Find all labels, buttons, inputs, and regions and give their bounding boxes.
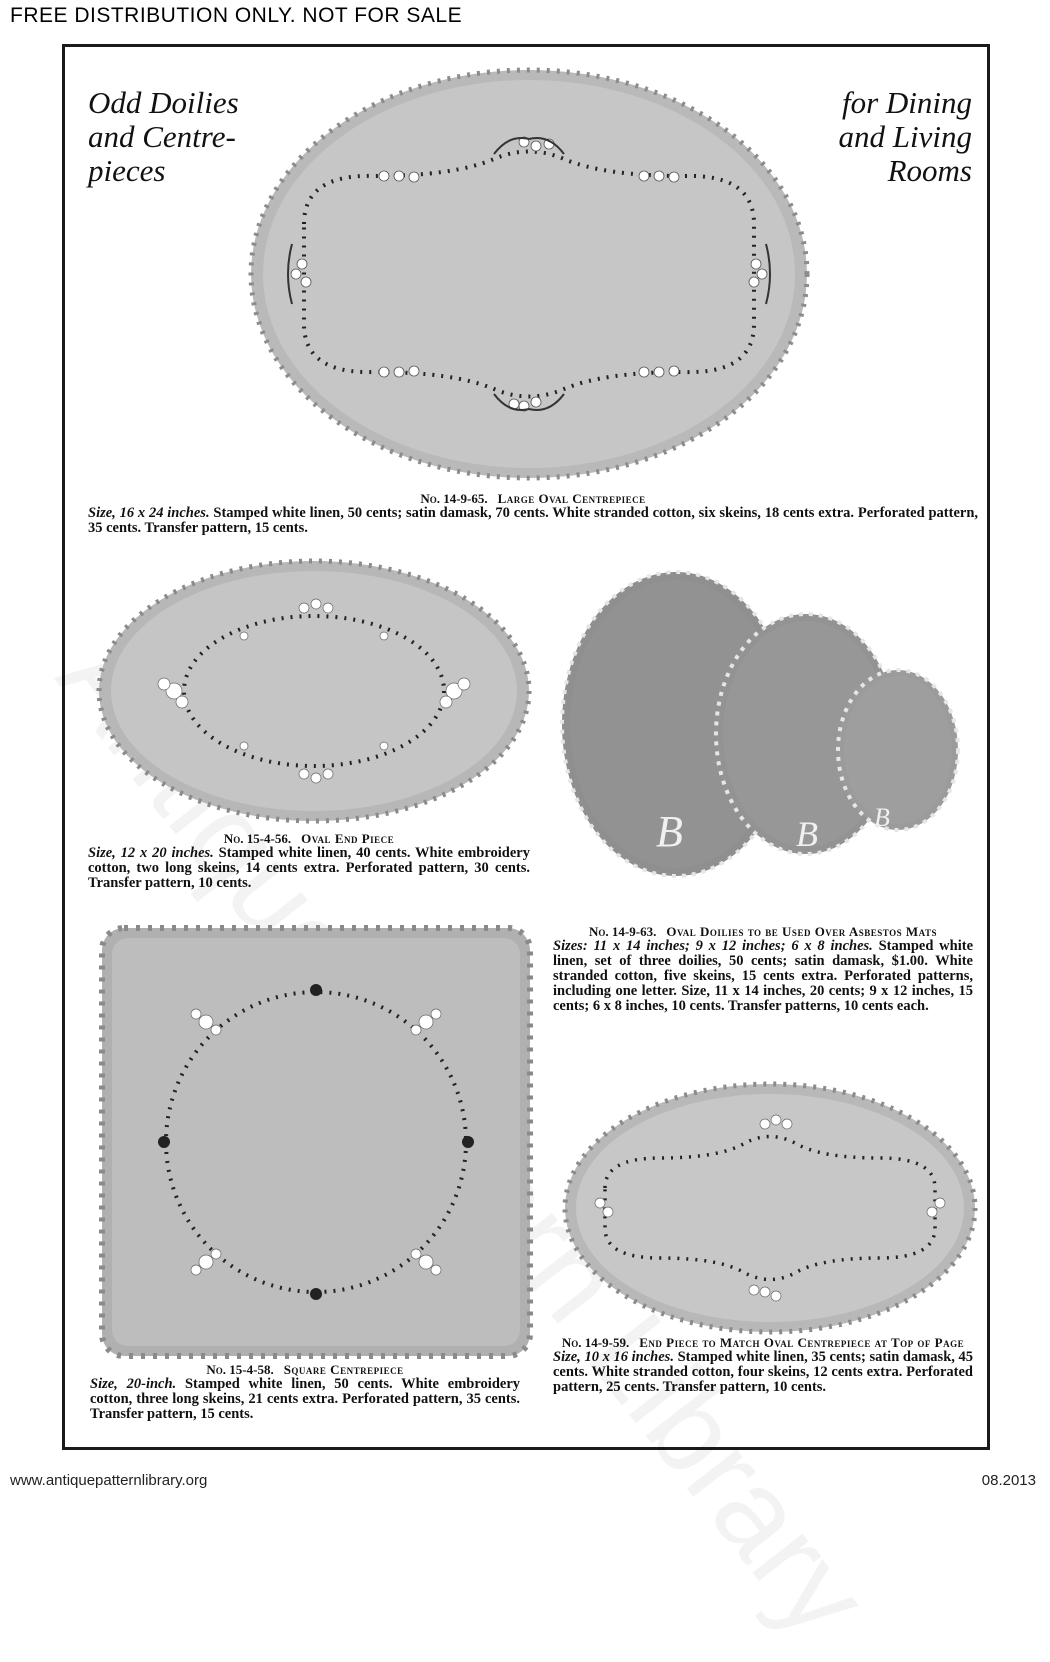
heading-right-line: for Dining [841,85,972,120]
caption-body [553,939,973,1014]
size-label: Size, [553,1349,581,1365]
caption-title [553,924,973,939]
heading-right-line: and Living [838,119,972,154]
item-title: End Piece to Match Oval Centrepiece at Top of Page [639,1335,965,1350]
item-number: No. 15-4-56. [223,831,292,846]
size-value: 10 x 16 inches. [584,1349,674,1365]
square-centrepiece-illustration [96,922,536,1362]
caption-body [90,1377,520,1422]
oval-end-piece-illustration [94,556,534,826]
heading-left-line: Odd Doilies [88,85,239,120]
item-title: Oval End Piece [301,831,395,846]
caption-oval-doilies [553,924,973,1014]
item-number: No. 14-9-63. [589,924,657,939]
size-value: 12 x 20 inches. [120,845,214,861]
item-title: Square Centrepiece [283,1362,404,1377]
size-value: 16 x 24 inches. [119,505,210,521]
oval-doilies-set-illustration [556,564,976,904]
distribution-banner: FREE DISTRIBUTION ONLY. NOT FOR SALE [10,4,463,27]
monogram-small: B [874,803,890,832]
large-oval-centrepiece-illustration [244,64,814,484]
heading-right-line: Rooms [887,153,972,188]
caption-title [90,1362,520,1377]
item-number: No. 14-9-59. [561,1335,630,1350]
caption-body [88,846,530,891]
size-label: Size, [88,845,116,861]
caption-square-centrepiece [90,1362,520,1422]
caption-title [88,831,530,846]
caption-title [88,491,978,506]
item-description: Stamped white linen, 35 cents; satin damask, 45 cents. White stranded cotton, four skeins, 12 cents extra. Perforated pattern, 25 cents. Transfer pattern, 10 cents. [553,1349,974,1395]
item-number: No. 15-4-58. [206,1362,274,1377]
caption-oval-end-piece [88,831,530,891]
heading-right [839,86,972,188]
heading-left-line: and Centre- [88,119,236,154]
item-description: Stamped white linen, 40 cents. White embroidery cotton, two long skeins, 14 cents extra. Perforated pattern, 30 cents. Transfer pattern, 10 cents. [88,845,530,891]
footer-website: www.antiquepatternlibrary.org [10,1472,208,1489]
size-label: Size, [88,505,116,521]
monogram-large: B [656,807,683,856]
item-description: Stamped white linen, 50 cents. White embroidery cotton, three long skeins, 21 cents extra. Perforated pattern, 35 cents. Transfer pattern, 15 cents. [90,1376,521,1422]
item-title: Oval Doilies to be Used Over Asbestos Mats [666,924,937,939]
heading-left [88,86,239,188]
caption-body [88,506,978,536]
size-label: Size, [90,1376,118,1392]
size-value: 11 x 14 inches; 9 x 12 inches; 6 x 8 inches. [593,938,873,954]
item-title: Large Oval Centrepiece [497,491,646,506]
end-piece-illustration [560,1078,980,1338]
size-value: 20-inch. [126,1376,177,1392]
size-label: Sizes: [553,938,588,954]
caption-body [553,1350,973,1395]
item-description: Stamped white linen, set of three doilies, 50 cents; satin damask, $1.00. White stranded cotton, five skeins, 15 cents extra. Perforated patterns, including one letter. Size, 11 x 14 inches, 20 cents; 9 x 12 inches, 15 cents; 6 x 8 inches, 10 cents. Transfer patterns, 10 cents each. [553,938,974,1014]
heading-left-line: pieces [88,153,166,188]
monogram-medium: B [796,814,818,854]
item-description: Stamped white linen, 50 cents; satin damask, 70 cents. White stranded cotton, six skeins, 18 cents extra. Perforated pattern, 35 cents. Transfer pattern, 15 cents. [88,505,979,536]
footer-date: 08.2013 [981,1472,1036,1489]
item-number: No. 14-9-65. [420,491,488,506]
caption-large-oval [88,491,978,536]
caption-title [553,1335,973,1350]
caption-end-piece [553,1335,973,1395]
